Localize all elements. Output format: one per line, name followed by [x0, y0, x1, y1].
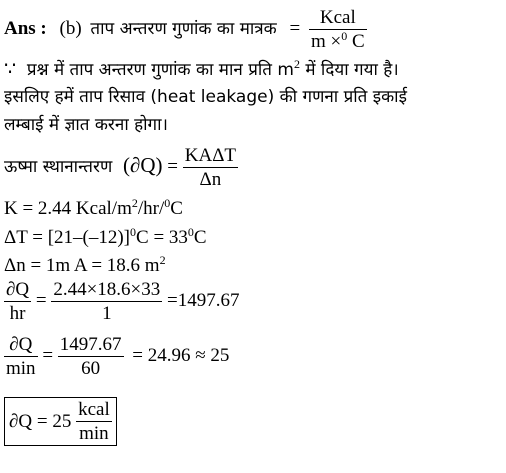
para-line-3: लम्बाई में ज्ञात करना होगा। — [4, 115, 168, 135]
heat-transfer-denominator: Δn — [183, 167, 238, 189]
calc1-eq: = — [35, 289, 47, 311]
because-symbol: ∵ — [4, 59, 17, 80]
calc1-result: =1497.67 — [167, 289, 240, 311]
option-label: (b) — [59, 17, 82, 39]
calc2-eq: = — [42, 344, 54, 366]
intro-eq: = — [289, 17, 301, 39]
intro-text: ताप अन्तरण गुणांक का मात्रक — [90, 18, 277, 39]
calc2-lhs-fraction: $\frac{\partial Q}{\min}$ — [6, 334, 36, 379]
final-answer — [4, 397, 117, 446]
heat-transfer-formula — [4, 146, 238, 189]
heat-transfer-symbol: (∂Q) — [123, 152, 163, 177]
calculation-per-hour — [4, 280, 240, 323]
para-line-1-text-a: प्रश्न में ताप अन्तरण गुणांक का मान प्रति m — [26, 60, 294, 80]
para-line-1-text-b: में दिया गया है। — [299, 60, 399, 80]
answer-intro-line — [4, 8, 367, 51]
para-line-2: इसलिए हमें ताप रिसाव (heat leakage) की गणना प्रति इकाई — [4, 87, 407, 107]
final-answer-box — [4, 397, 117, 446]
unit-fraction — [309, 8, 367, 51]
given-delta-t: $\Delta T = [21-(-12)]^0C = 33^0C$ — [4, 225, 207, 248]
heat-transfer-eq: = — [167, 155, 178, 177]
calc1-rhs-fraction: $\frac{2.44\times 18.6\times 33}{1}$ — [53, 279, 161, 324]
calc2-rhs-fraction: $\frac{1497.67}{60}$ — [59, 334, 122, 379]
final-unit-fraction: $\frac{\text{kcal}}{\min}$ — [78, 399, 110, 444]
given-delta-n: Δn = 1m A = 18.6 $m^2$ — [4, 253, 166, 276]
ans-label: Ans : — [4, 17, 47, 39]
unit-denominator: m ×$^0$ C — [310, 29, 365, 52]
given-k: K = 2.44 Kcal/$m^2/hr/^0C$ — [4, 196, 183, 219]
heat-transfer-numerator: KAΔT — [184, 145, 237, 166]
final-lhs: ∂Q = 25 — [9, 411, 72, 432]
calc2-result: = 24.96 ≈ 25 — [132, 344, 230, 366]
calc1-lhs-fraction: $\frac{\partial Q}{hr}$ — [6, 279, 30, 324]
heat-transfer-label: ऊष्मा स्थानान्तरण — [4, 156, 113, 177]
unit-numerator: Kcal — [319, 7, 356, 28]
para-line-1 — [4, 57, 399, 80]
heat-transfer-fraction — [183, 146, 238, 189]
para-line-1-sup: 2 — [293, 57, 300, 71]
calculation-per-minute — [4, 335, 229, 378]
